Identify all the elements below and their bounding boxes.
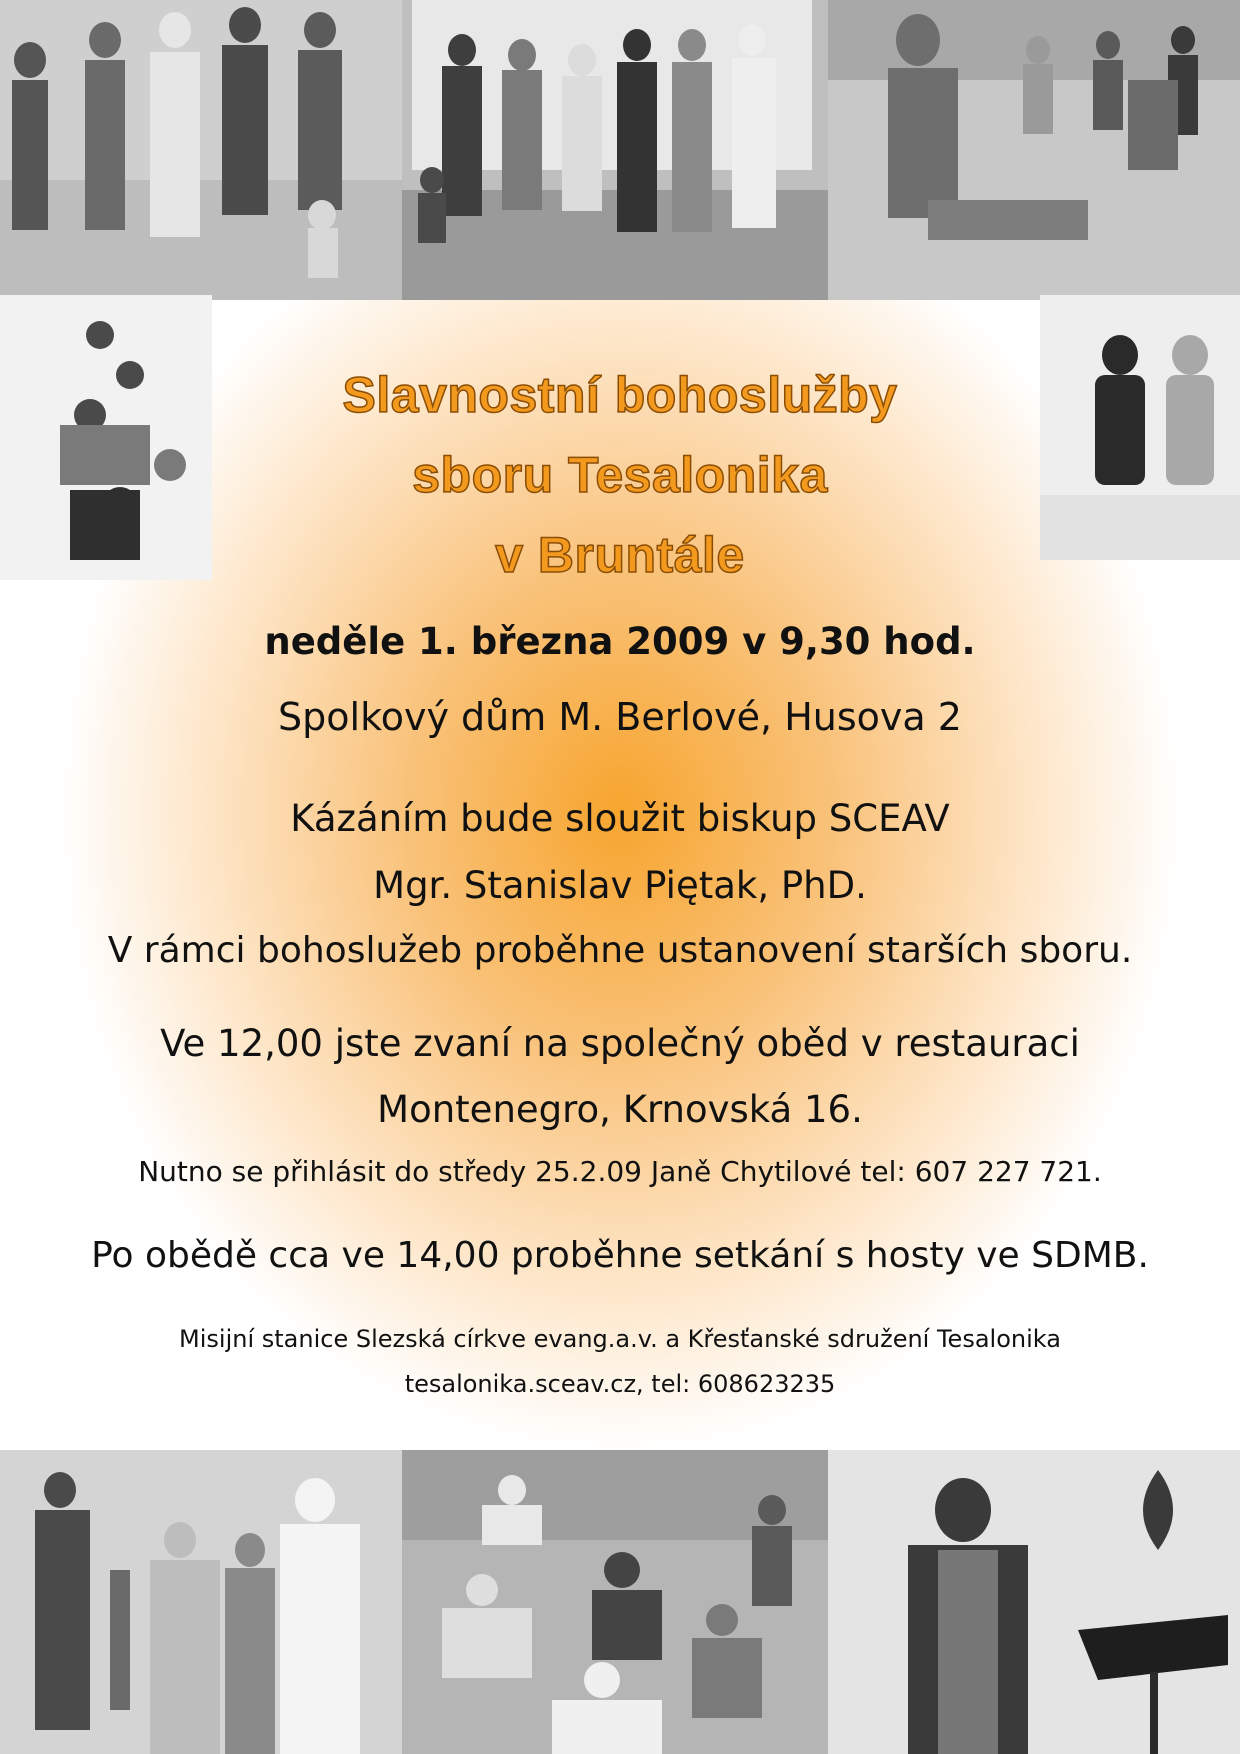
- lunch-invitation: Ve 12,00 jste zvaní na společný oběd v restauraci: [160, 1022, 1080, 1065]
- event-venue: Spolkový dům M. Berlové, Husova 2: [278, 695, 962, 739]
- title-line-2: sboru Tesalonika: [412, 447, 828, 503]
- photo-group-outdoor: [402, 0, 828, 300]
- preacher-name: Mgr. Stanislav Piętak, PhD.: [373, 864, 867, 907]
- photo-group-indoor: [0, 0, 402, 300]
- footer-organizers: Misijní stanice Slezská církve evang.a.v. a Křesťanské sdružení Tesalonika: [179, 1325, 1061, 1353]
- lunch-restaurant: Montenegro, Krnovská 16.: [377, 1088, 863, 1131]
- photo-prayer: [0, 1450, 402, 1754]
- photo-floor-exercise: [402, 1450, 828, 1754]
- event-title: [220, 355, 1020, 595]
- afternoon-meeting: Po obědě cca ve 14,00 proběhne setkání s hosty ve SDMB.: [91, 1235, 1149, 1276]
- footer-contact: tesalonika.sceav.cz, tel: 608623235: [404, 1370, 836, 1398]
- photo-kids-snow-pile: [0, 295, 212, 580]
- event-date: neděle 1. března 2009 v 9,30 hod.: [264, 620, 976, 663]
- photo-preacher: [828, 1450, 1240, 1754]
- photo-two-kids-snow: [1040, 295, 1240, 560]
- sermon-line-1: Kázáním bude sloužit biskup SCEAV: [290, 797, 950, 840]
- registration-note: Nutno se přihlásit do středy 25.2.09 Janě Chytilové tel: 607 227 721.: [138, 1155, 1102, 1188]
- title-line-3: v Bruntále: [495, 527, 745, 583]
- title-line-1: Slavnostní bohoslužby: [342, 367, 898, 423]
- elders-installation-note: V rámci bohoslužeb proběhne ustanovení starších sboru.: [107, 930, 1133, 971]
- photo-room-seated: [828, 0, 1240, 300]
